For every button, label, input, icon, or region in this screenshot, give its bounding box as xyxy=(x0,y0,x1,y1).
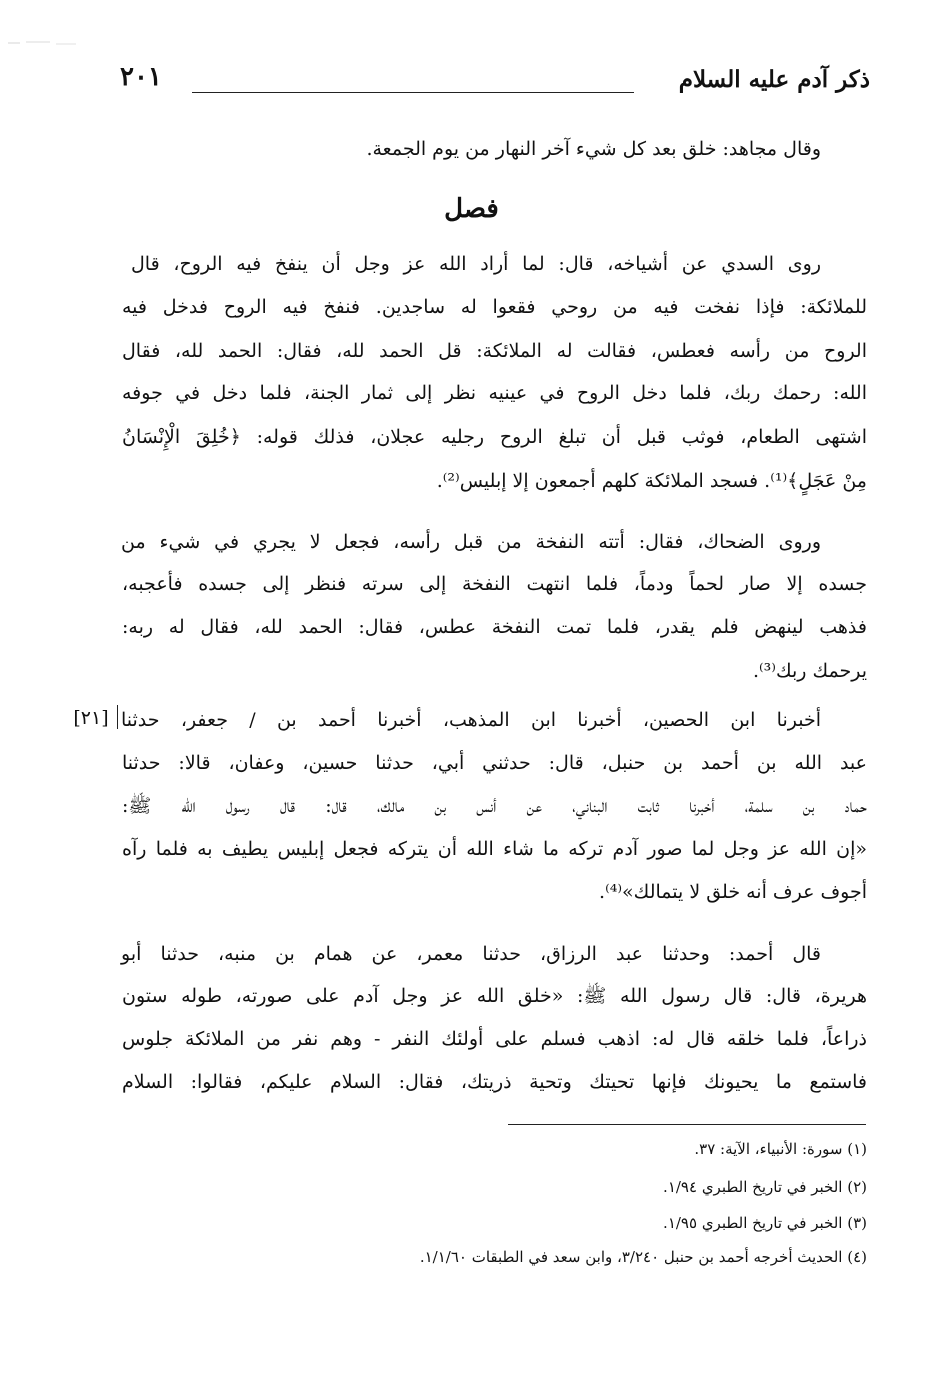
running-title: ذكر آدم عليه السلام xyxy=(678,66,870,93)
paragraph2-line: يرحمك ربك⁽³⁾. xyxy=(752,660,867,682)
section-heading: فصل xyxy=(444,194,499,224)
hadith-marker-bar xyxy=(117,705,118,729)
paragraph3-line: «إن الله عز وجل لما صور آدم تركه ما شاء الله أن يتركه فجعل إبليس يطيف به فلما رآه xyxy=(122,838,867,860)
paragraph1-line: مِنْ عَجَلٍ﴾⁽¹⁾. فسجد الملائكة كلهم أجمعون إلا إبليس⁽²⁾. xyxy=(436,470,867,492)
paragraph4-line: هريرة، قال: قال رسول الله ﷺ: «خلق الله عز وجل آدم على صورته، طوله ستون xyxy=(122,985,867,1007)
paragraph4-line: فاستمع ما يحيونك فإنها تحيتك وتحية ذريتك، فقال: السلام عليكم، فقالوا: السلام xyxy=(122,1071,867,1093)
paragraph4-line: قال أحمد: وحدثنا عبد الرزاق، حدثنا معمر، عن همام بن منبه، حدثنا أبو xyxy=(121,943,821,965)
footnote-item: (١) سورة: الأنبياء، الآية: ٣٧. xyxy=(694,1140,867,1158)
running-header xyxy=(120,62,870,102)
footnote-item: (٣) الخبر في تاريخ الطبري ١/٩٥. xyxy=(663,1214,867,1232)
paragraph1-line: روى السدي عن أشياخه، قال: لما أراد الله عز وجل أن ينفخ فيه الروح، قال xyxy=(131,253,821,275)
footnote-item: (٤) الحديث أخرجه أحمد بن حنبل ٣/٢٤٠، وابن سعد في الطبقات ١/١/٦٠. xyxy=(419,1248,867,1266)
paragraph3-line: حماد بن سلمة، أخبرنا ثابت البناني، عن أنس بن مالك، قال: قال رسول الله ﷺ: xyxy=(122,795,867,817)
paragraph1-line: الله: رحمك ربك، فلما دخل الروح في عينيه نظر إلى ثمار الجنة، فلما دخل في جوفه xyxy=(122,382,867,404)
header-rule xyxy=(192,92,634,93)
paragraph3-line: عبد الله بن أحمد بن حنبل، قال: حدثني أبي، حدثنا حسين، وعفان، قالا: حدثنا xyxy=(122,752,867,774)
paragraph1-line: الروح من رأسه فعطس، فقالت له الملائكة: قل الحمد لله، فقال: الحمد لله، فقال xyxy=(122,340,867,362)
paragraph2-line: جسده إلا صار لحماً ودماً، فلما انتهت النفخة إلى سرته فنظر إلى جسده فأعجبه، xyxy=(122,573,867,595)
hadith-number: [٢١] xyxy=(73,707,109,729)
paragraph4-line: ذراعاً، فلما خلقه قال له: اذهب فسلم على أولئك النفر - وهم نفر من الملائكة جلوس xyxy=(122,1028,867,1050)
footnote-item: (٢) الخبر في تاريخ الطبري ١/٩٤. xyxy=(663,1178,867,1196)
scan-artifact-mark xyxy=(6,38,78,48)
paragraph2-line: وروى الضحاك، فقال: أتته النفخة من قبل رأسه، فجعل لا يجري في شيء من xyxy=(121,531,821,553)
paragraph3-line: أخبرنا ابن الحصين، أخبرنا ابن المذهب، أخبرنا أحمد بن / جعفر، حدثنا xyxy=(121,709,821,731)
paragraph3-line: أجوف عرف أنه خلق لا يتمالك»⁽⁴⁾. xyxy=(599,881,867,903)
paragraph1-line: للملائكة: فإذا نفخت فيه من روحي فقعوا له ساجدين. فنفخ فيه الروح فدخل فيه xyxy=(122,296,867,318)
paragraph1-line: اشتهى الطعام، فوثب قبل أن تبلغ الروح رجليه عجلان، فذلك قوله: ﴿خُلِقَ الْإِنْسَانُ xyxy=(122,426,867,448)
paragraph2-line: فذهب لينهض فلم يقدر، فلما تمت النفخة عطس، فقال: الحمد لله، فقال له ربه: xyxy=(122,616,867,638)
intro-line: وقال مجاهد: خلق بعد كل شيء آخر النهار من يوم الجمعة. xyxy=(366,138,821,160)
footnote-separator xyxy=(508,1124,866,1125)
page-number: ٢٠١ xyxy=(120,62,162,92)
